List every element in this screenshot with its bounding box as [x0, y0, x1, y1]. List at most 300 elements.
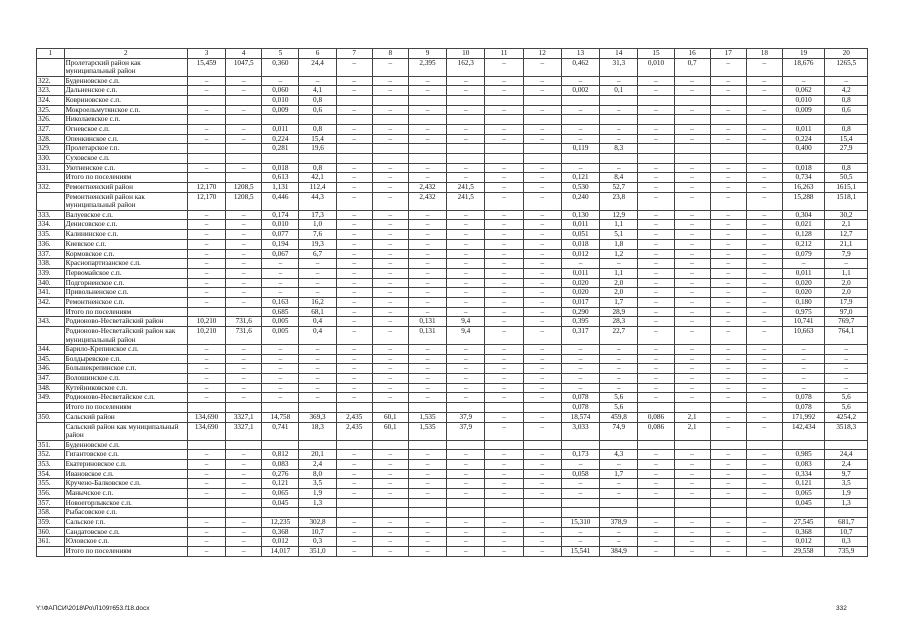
row-number: 346. — [37, 364, 65, 374]
table-row — [37, 537, 868, 547]
table-cell — [408, 115, 446, 125]
table-cell: – — [710, 163, 746, 173]
table-cell: – — [408, 459, 446, 469]
table-cell — [674, 144, 710, 154]
header-cell: 6 — [299, 49, 336, 59]
table-cell — [447, 95, 485, 105]
table-cell: 0,163 — [262, 297, 299, 307]
row-name: Пролетарский район как муниципальный район — [64, 58, 187, 76]
table-cell: – — [226, 105, 262, 115]
table-cell: – — [710, 230, 746, 240]
table-cell: – — [746, 76, 782, 86]
table-cell: – — [447, 163, 485, 173]
table-cell: – — [638, 354, 674, 364]
table-cell: 241,5 — [447, 183, 485, 193]
table-cell: – — [372, 518, 408, 528]
table-cell: – — [710, 105, 746, 115]
table-cell: – — [336, 134, 372, 144]
table-cell: – — [187, 383, 225, 393]
table-cell: – — [226, 345, 262, 355]
table-cell: – — [187, 278, 225, 288]
table-cell — [638, 403, 674, 413]
table-cell — [408, 498, 446, 508]
table-cell: – — [187, 124, 225, 134]
table-cell: – — [638, 537, 674, 547]
header-cell: 3 — [187, 49, 225, 59]
table-cell: – — [485, 317, 523, 327]
header-cell: 20 — [825, 49, 868, 59]
table-cell: 0,012 — [561, 249, 599, 259]
table-cell — [447, 154, 485, 164]
table-cell — [746, 144, 782, 154]
table-cell: – — [262, 354, 299, 364]
row-name: Волошинское с.п. — [64, 374, 187, 384]
table-cell: – — [638, 297, 674, 307]
table-cell: – — [523, 450, 561, 460]
table-cell: – — [782, 374, 825, 384]
table-cell: 12,235 — [262, 518, 299, 528]
table-row — [37, 259, 868, 269]
table-row — [37, 488, 868, 498]
table-cell: 2,0 — [825, 278, 868, 288]
table-cell: – — [710, 345, 746, 355]
table-cell: – — [523, 364, 561, 374]
table-cell: – — [372, 249, 408, 259]
table-cell: 1,2 — [600, 249, 638, 259]
table-cell: – — [782, 364, 825, 374]
table-cell — [226, 440, 262, 450]
table-row — [37, 192, 868, 210]
table-cell: 0,8 — [299, 124, 336, 134]
header-cell: 4 — [226, 49, 262, 59]
table-row — [37, 412, 868, 422]
table-cell: – — [746, 317, 782, 327]
table-cell: – — [523, 86, 561, 96]
table-cell: – — [485, 297, 523, 307]
table-cell: – — [485, 393, 523, 403]
table-cell: 0,078 — [561, 403, 599, 413]
table-cell: – — [523, 479, 561, 489]
row-name: Николаевское с.п. — [64, 115, 187, 125]
table-cell: – — [746, 537, 782, 547]
table-cell: – — [674, 86, 710, 96]
table-cell: – — [485, 374, 523, 384]
table-cell: – — [447, 288, 485, 298]
table-cell: – — [299, 364, 336, 374]
table-cell: – — [336, 327, 372, 345]
table-cell: – — [408, 393, 446, 403]
table-cell: – — [674, 173, 710, 183]
table-row — [37, 58, 868, 76]
table-cell: 0,060 — [262, 86, 299, 96]
table-cell: – — [408, 537, 446, 547]
table-cell: – — [523, 268, 561, 278]
header-cell: 16 — [674, 49, 710, 59]
table-cell — [187, 173, 225, 183]
table-cell: 4254,2 — [825, 412, 868, 422]
table-cell: – — [746, 527, 782, 537]
table-cell — [523, 144, 561, 154]
row-name: Итого по поселениям — [64, 307, 187, 317]
row-number: 336. — [37, 239, 65, 249]
table-cell: – — [710, 450, 746, 460]
table-cell: – — [710, 393, 746, 403]
table-cell — [746, 403, 782, 413]
table-cell: 0,368 — [782, 527, 825, 537]
table-cell — [825, 154, 868, 164]
table-cell: 0,400 — [782, 144, 825, 154]
table-cell — [600, 498, 638, 508]
row-number: 361. — [37, 537, 65, 547]
table-cell — [561, 508, 599, 518]
table-cell: – — [447, 278, 485, 288]
table-cell: – — [226, 450, 262, 460]
row-name: Родионово-Несветайское с.п. — [64, 393, 187, 403]
table-cell: – — [485, 307, 523, 317]
table-cell: – — [485, 134, 523, 144]
row-number: 360. — [37, 527, 65, 537]
row-number: 349. — [37, 393, 65, 403]
table-cell — [226, 307, 262, 317]
table-cell — [299, 403, 336, 413]
table-cell: – — [485, 173, 523, 183]
table-cell: – — [674, 134, 710, 144]
table-cell: – — [262, 76, 299, 86]
table-cell: 0,078 — [782, 403, 825, 413]
table-cell: 5,6 — [825, 403, 868, 413]
table-cell: 0,4 — [299, 317, 336, 327]
table-cell: 20,1 — [299, 450, 336, 460]
table-cell: – — [674, 459, 710, 469]
table-cell: – — [523, 537, 561, 547]
table-cell: – — [408, 383, 446, 393]
table-cell: 0,011 — [561, 268, 599, 278]
table-cell: – — [600, 134, 638, 144]
table-cell: 369,3 — [299, 412, 336, 422]
table-cell: – — [523, 412, 561, 422]
table-cell: – — [638, 488, 674, 498]
table-cell: – — [523, 192, 561, 210]
table-cell: 44,3 — [299, 192, 336, 210]
table-cell: – — [638, 518, 674, 528]
table-cell: – — [408, 547, 446, 557]
table-cell: 6,7 — [299, 249, 336, 259]
row-name: Ремонтненский район как муниципальный район — [64, 192, 187, 210]
table-cell: 10,7 — [299, 527, 336, 537]
table-cell: – — [710, 422, 746, 440]
table-cell: – — [187, 76, 225, 86]
table-cell — [825, 440, 868, 450]
table-cell: – — [485, 488, 523, 498]
table-cell: – — [600, 383, 638, 393]
table-cell: – — [638, 469, 674, 479]
table-cell: – — [638, 163, 674, 173]
table-cell — [336, 508, 372, 518]
table-cell — [447, 403, 485, 413]
table-cell: 5,6 — [600, 393, 638, 403]
table-cell: – — [710, 183, 746, 193]
table-cell: – — [226, 134, 262, 144]
header-cell: 19 — [782, 49, 825, 59]
table-cell: 0,317 — [561, 327, 599, 345]
row-name: Дальненское с.п. — [64, 86, 187, 96]
table-cell: 15,4 — [299, 134, 336, 144]
table-cell: – — [408, 173, 446, 183]
table-cell: 1518,1 — [825, 192, 868, 210]
table-cell — [408, 144, 446, 154]
table-row — [37, 459, 868, 469]
table-cell — [372, 440, 408, 450]
table-cell: – — [447, 124, 485, 134]
table-cell — [299, 154, 336, 164]
table-cell: – — [408, 278, 446, 288]
table-cell: – — [336, 249, 372, 259]
table-cell: – — [372, 288, 408, 298]
table-cell: – — [299, 76, 336, 86]
table-cell: 17,3 — [299, 210, 336, 220]
row-number: 324. — [37, 95, 65, 105]
table-cell: 0,8 — [825, 163, 868, 173]
table-cell: – — [523, 288, 561, 298]
table-cell: – — [447, 459, 485, 469]
table-cell: – — [408, 354, 446, 364]
table-cell: 60,1 — [372, 412, 408, 422]
table-cell: – — [561, 76, 599, 86]
table-cell: 16,2 — [299, 297, 336, 307]
row-name: Родионово-Несветайский район как муниципальный район — [64, 327, 187, 345]
table-cell: – — [674, 124, 710, 134]
table-cell: – — [187, 259, 225, 269]
table-cell: 12,170 — [187, 183, 225, 193]
table-cell: – — [782, 345, 825, 355]
table-cell: – — [372, 278, 408, 288]
table-cell — [226, 115, 262, 125]
table-cell: – — [638, 210, 674, 220]
table-cell: – — [372, 345, 408, 355]
table-cell: – — [638, 249, 674, 259]
table-cell: – — [336, 364, 372, 374]
row-number: 341. — [37, 288, 65, 298]
table-cell: – — [372, 220, 408, 230]
table-cell: – — [782, 76, 825, 86]
table-cell: – — [336, 383, 372, 393]
table-cell: 0,086 — [638, 412, 674, 422]
table-cell: – — [746, 374, 782, 384]
table-cell: – — [372, 393, 408, 403]
table-cell — [372, 508, 408, 518]
table-cell: 0,011 — [782, 268, 825, 278]
table-cell: 0,011 — [561, 220, 599, 230]
table-cell: – — [485, 527, 523, 537]
row-name: Уютненское с.п. — [64, 163, 187, 173]
table-cell: – — [674, 307, 710, 317]
table-cell: – — [447, 105, 485, 115]
table-cell — [674, 508, 710, 518]
row-number: 351. — [37, 440, 65, 450]
table-cell: – — [408, 364, 446, 374]
row-name: Большекрепинское с.п. — [64, 364, 187, 374]
table-cell: – — [187, 134, 225, 144]
table-cell: 15,310 — [561, 518, 599, 528]
table-cell: – — [226, 239, 262, 249]
table-cell: – — [674, 527, 710, 537]
table-cell: – — [674, 268, 710, 278]
table-cell: 0,065 — [782, 488, 825, 498]
table-cell — [523, 95, 561, 105]
table-cell: 1,7 — [600, 297, 638, 307]
table-cell — [710, 508, 746, 518]
table-cell: 12,170 — [187, 192, 225, 210]
row-number: 343. — [37, 317, 65, 327]
table-cell: 0,079 — [782, 249, 825, 259]
table-cell: – — [336, 393, 372, 403]
table-cell: 0,078 — [782, 393, 825, 403]
table-cell: – — [187, 268, 225, 278]
table-row — [37, 393, 868, 403]
table-cell: – — [408, 479, 446, 489]
table-cell: 731,6 — [226, 317, 262, 327]
table-cell — [523, 440, 561, 450]
table-cell: – — [674, 105, 710, 115]
table-cell: 0,281 — [262, 144, 299, 154]
table-cell: – — [638, 547, 674, 557]
table-cell: – — [710, 58, 746, 76]
table-cell: – — [485, 412, 523, 422]
table-cell: – — [226, 76, 262, 86]
table-cell: 0,975 — [782, 307, 825, 317]
table-cell: – — [187, 527, 225, 537]
table-cell — [674, 403, 710, 413]
table-cell: – — [523, 374, 561, 384]
table-cell: 27,545 — [782, 518, 825, 528]
table-cell: – — [336, 210, 372, 220]
table-cell: 2,0 — [600, 288, 638, 298]
table-cell: – — [226, 288, 262, 298]
table-cell: – — [485, 192, 523, 210]
table-cell: – — [262, 393, 299, 403]
table-cell: – — [674, 183, 710, 193]
table-cell: – — [523, 124, 561, 134]
table-cell: – — [372, 537, 408, 547]
table-cell: – — [746, 297, 782, 307]
table-cell: – — [187, 459, 225, 469]
table-cell: – — [408, 76, 446, 86]
table-cell: – — [523, 469, 561, 479]
table-cell — [485, 498, 523, 508]
table-cell: – — [299, 345, 336, 355]
table-cell — [187, 403, 225, 413]
table-cell: 1,131 — [262, 183, 299, 193]
table-cell — [408, 440, 446, 450]
table-cell: 0,174 — [262, 210, 299, 220]
table-cell: – — [336, 288, 372, 298]
row-number: 358. — [37, 508, 65, 518]
table-cell: 8,0 — [299, 469, 336, 479]
table-cell: 1,9 — [825, 488, 868, 498]
table-cell: – — [523, 134, 561, 144]
table-cell: – — [638, 183, 674, 193]
table-cell — [372, 498, 408, 508]
table-cell: – — [299, 393, 336, 403]
table-cell: – — [485, 537, 523, 547]
table-cell: – — [710, 259, 746, 269]
table-cell: – — [638, 459, 674, 469]
table-cell: – — [447, 450, 485, 460]
row-name: Сальское г.п. — [64, 518, 187, 528]
table-cell: – — [187, 393, 225, 403]
file-path: Y:\ФАПСИ\2018\Ро\Л109т653.f18.docx — [36, 605, 150, 612]
row-name: Калининское с.п. — [64, 230, 187, 240]
table-cell: – — [485, 220, 523, 230]
table-cell: 134,690 — [187, 412, 225, 422]
table-cell — [782, 154, 825, 164]
table-cell: – — [523, 393, 561, 403]
table-cell: 0,062 — [782, 86, 825, 96]
table-cell: 1,7 — [600, 469, 638, 479]
table-cell — [262, 508, 299, 518]
table-cell: 0,290 — [561, 307, 599, 317]
table-cell: – — [447, 173, 485, 183]
table-cell: 1,535 — [408, 412, 446, 422]
table-cell: 18,676 — [782, 58, 825, 76]
table-cell: – — [262, 259, 299, 269]
table-cell: – — [408, 230, 446, 240]
table-cell: – — [746, 210, 782, 220]
table-cell: – — [746, 383, 782, 393]
row-name: Денисовское с.п. — [64, 220, 187, 230]
table-row — [37, 307, 868, 317]
table-cell: – — [746, 393, 782, 403]
row-name: Ремонтненский район — [64, 183, 187, 193]
row-number: 337. — [37, 249, 65, 259]
table-cell: – — [187, 163, 225, 173]
table-cell: – — [262, 345, 299, 355]
table-cell: – — [447, 249, 485, 259]
table-cell: 9,4 — [447, 327, 485, 345]
table-cell — [187, 115, 225, 125]
table-cell — [825, 508, 868, 518]
table-cell: – — [561, 537, 599, 547]
row-number — [37, 58, 65, 76]
row-name: Валуевское с.п. — [64, 210, 187, 220]
table-cell: – — [523, 547, 561, 557]
table-cell: 15,4 — [825, 134, 868, 144]
table-cell: 4,1 — [299, 86, 336, 96]
table-cell — [187, 508, 225, 518]
table-cell: – — [561, 488, 599, 498]
table-cell: 0,121 — [782, 479, 825, 489]
row-name: Огневское с.п. — [64, 124, 187, 134]
table-cell: 37,9 — [447, 412, 485, 422]
table-cell — [447, 440, 485, 450]
table-cell: 1,0 — [299, 220, 336, 230]
table-cell: 3518,3 — [825, 422, 868, 440]
table-cell: – — [638, 220, 674, 230]
table-cell: 50,5 — [825, 173, 868, 183]
table-cell — [262, 440, 299, 450]
row-name: Кручено-Балковское с.п. — [64, 479, 187, 489]
table-cell: – — [372, 479, 408, 489]
table-cell: 2,0 — [825, 288, 868, 298]
table-cell: – — [638, 76, 674, 86]
table-cell: – — [447, 220, 485, 230]
header-cell: 18 — [746, 49, 782, 59]
table-cell: – — [638, 105, 674, 115]
table-cell: – — [299, 268, 336, 278]
table-cell — [226, 95, 262, 105]
table-cell: – — [561, 134, 599, 144]
table-row — [37, 163, 868, 173]
